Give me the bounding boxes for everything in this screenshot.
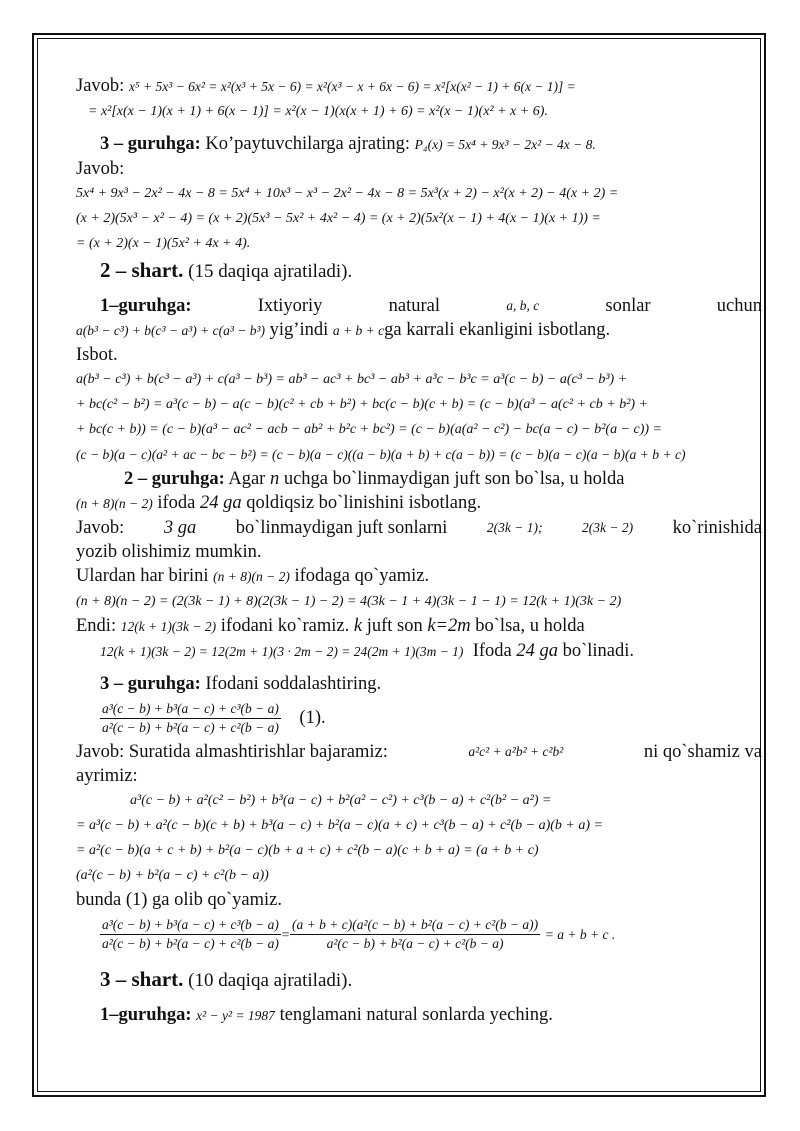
- fraction-line: [76, 912, 762, 957]
- task-line: [76, 672, 762, 696]
- math-line: = a²(c − b)(a + c + b) + b²(a − c)(b + a + c) + c²(b − a)(c + b + a) = (a + b + c): [76, 843, 539, 858]
- answer-label: Javob:: [76, 76, 125, 96]
- emphasis: 3 ga: [163, 518, 197, 538]
- task-line: [76, 132, 762, 157]
- answer-text: Ifoda: [472, 641, 512, 661]
- answer-text: juft son: [366, 616, 423, 636]
- task-text: ga karrali ekanligini isbotlang.: [384, 320, 611, 340]
- answer-line: [76, 564, 762, 589]
- task-line: [76, 467, 762, 491]
- math-expression: a, b, c: [506, 298, 540, 313]
- condition-time: (15 daqiqa ajratiladi).: [188, 261, 353, 282]
- group-heading: 3 – guruhga:: [100, 134, 201, 154]
- task-line: [76, 294, 762, 318]
- equation-tag: (1).: [299, 708, 326, 728]
- answer-text: ifodaga qo`yamiz.: [294, 566, 430, 586]
- answer-text: Ulardan har birini: [76, 566, 209, 586]
- math-expression: (n + 8)(n − 2): [76, 496, 153, 511]
- answer-line: [76, 516, 762, 540]
- variable: k: [353, 616, 363, 636]
- answer-label: Javob:: [76, 518, 125, 538]
- task-text: tenglamani natural sonlarda yeching.: [279, 1005, 553, 1025]
- task-text: Agar: [228, 469, 266, 489]
- proof-line: + bc(c² − b²) = a³(c − b) − a(c − b)(c² + cb + b²) + bc(c − b)(c + b) = (c − b)(a³ − a(c² + cb + b²) +: [76, 397, 649, 412]
- answer-text: ko`rinishida: [672, 518, 762, 538]
- task-text: Ko’paytuvchilarga ajrating:: [205, 134, 411, 154]
- answer-line-1: [76, 74, 762, 99]
- math-line: = a³(c − b) + a²(c − b)(c + b) + b³(a − c) + b²(a − c)(a + c) + c³(b − a) + c²(b − a)(b + a) =: [76, 818, 603, 833]
- condition-heading: [76, 256, 762, 286]
- math-line: = x²[x(x − 1)(x + 1) + 6(x − 1)] = x²(x − 1)(x(x + 1) + 6) = x²(x − 1)(x² + x + 6).: [88, 104, 548, 119]
- answer-line: ayrimiz:: [76, 766, 138, 786]
- fraction-line: [76, 696, 762, 740]
- condition-time: (10 daqiqa ajratiladi).: [188, 970, 353, 991]
- numerator: (a + b + c)(a²(c − b) + b²(a − c) + c²(b − a)): [290, 916, 540, 935]
- math-expression: 12(k + 1)(3k − 2): [120, 619, 217, 634]
- group-heading: 2 – guruhga:: [124, 469, 225, 489]
- group-heading: 1–guruhga:: [100, 1005, 192, 1025]
- task-text: uchga bo`linmaydigan juft son bo`lsa, u holda: [283, 469, 625, 489]
- word: sonlar: [605, 296, 651, 316]
- task-text: qoldiqsiz bo`linishini isbotlang.: [246, 493, 482, 513]
- math-expression: x² − y² = 1987: [196, 1008, 275, 1023]
- denominator: a²(c − b) + b²(a − c) + c²(b − a): [102, 936, 279, 952]
- answer-text: bo`linadi.: [562, 641, 635, 661]
- answer-text: ifodani ko`ramiz.: [220, 616, 350, 636]
- math-line: (n + 8)(n − 2) = (2(3k − 1) + 8)(2(3k − 1) − 2) = 4(3k − 1 + 4)(3k − 1 − 1) = 12(k + 1)(3k − 2): [76, 594, 622, 609]
- answer-text: ni qo`shamiz va: [643, 742, 762, 762]
- math-expression: x⁵ + 5x³ − 6x² = x²(x³ + 5x − 6) = x²(x³ − x + 6x − 6) = x²[x(x² − 1) + 6(x − 1)] =: [128, 79, 576, 94]
- answer-text: Endi:: [76, 616, 117, 636]
- task-text: Ifodani soddalashtiring.: [205, 674, 382, 694]
- task-line: [76, 491, 762, 516]
- group-heading: 1–guruhga:: [100, 296, 192, 316]
- condition-title: 3 – shart.: [100, 967, 184, 991]
- answer-label: Javob:: [76, 159, 125, 179]
- answer-line: [76, 639, 762, 664]
- math-expression: 12(k + 1)(3k − 2) = 12(2m + 1)(3 · 2m − 2) = 24(2m + 1)(3m − 1): [100, 644, 464, 659]
- equals-sign: =: [280, 927, 291, 942]
- math-line: 5x⁴ + 9x³ − 2x² − 4x − 8 = 5x⁴ + 10x³ − x³ − 2x² − 4x − 8 = 5x³(x + 2) − x²(x + 2) − 4(x + 2) =: [76, 186, 619, 201]
- word: uchun: [716, 296, 762, 316]
- task-text: yig’indi: [269, 320, 329, 340]
- fraction: [290, 916, 540, 953]
- answer-line: [76, 740, 762, 764]
- task-line: [76, 1003, 762, 1028]
- answer-text: Javob: Suratida almashtirishlar bajaramiz:: [76, 742, 388, 762]
- proof-line: + bc(c + b)) = (c − b)(a³ − ac² − acb − ab² + b²c + bc²) = (c − b)(a(a² − c²) − bc(a − c) − b²(a − c)) =: [76, 422, 663, 437]
- math-expression: 2(3k − 1);: [486, 520, 543, 535]
- math-line: (x + 2)(5x³ − x² − 4) = (x + 2)(5x³ − 5x² + 4x² − 4) = (x + 2)(5x²(x − 1) + 4(x − 1)(x + 1)) =: [76, 211, 601, 226]
- math-expression: a + b + c: [332, 323, 385, 338]
- math-line: a³(c − b) + a²(c² − b²) + b³(a − c) + b²(a² − c²) + c³(b − a) + c²(b² − a²) =: [130, 793, 552, 808]
- math-line: = (x + 2)(x − 1)(5x² + 4x + 4).: [76, 236, 251, 251]
- answer-text: bo`linmaydigan juft sonlarni: [235, 518, 448, 538]
- answer-line: yozib olishimiz mumkin.: [76, 542, 262, 562]
- variable: n: [269, 469, 280, 489]
- proof-line: (c − b)(a − c)(a² + ac − bc − b²) = (c − b)(a − c)((a − b)(a + b) + c(a − b)) = (c − b)(a − c)(a − b)(a + b + c): [76, 447, 686, 462]
- proof-line: a(b³ − c³) + b(c³ − a³) + c(a³ − b³) = ab³ − ac³ + bc³ − ab³ + a³c − b³c = a³(c − b) − a(c³ − b³) +: [76, 372, 628, 387]
- task-text: ifoda: [157, 493, 196, 513]
- math-expression: P₄(x) = 5x⁴ + 9x³ − 2x² − 4x − 8.: [414, 137, 596, 152]
- answer-text: bo`lsa, u holda: [475, 616, 585, 636]
- word: Ixtiyoriy: [257, 296, 323, 316]
- fraction: [100, 916, 281, 953]
- word: natural: [388, 296, 440, 316]
- proof-label: Isbot.: [76, 345, 118, 365]
- task-line: [76, 318, 762, 343]
- answer-line: bunda (1) ga olib qo`yamiz.: [76, 890, 283, 910]
- math-line: (a²(c − b) + b²(a − c) + c²(b − a)): [76, 868, 269, 883]
- math-expression: a(b³ − c³) + b(c³ − a³) + c(a³ − b³): [76, 323, 266, 338]
- answer-line: [76, 614, 762, 639]
- denominator: a²(c − b) + b²(a − c) + c²(b − a): [326, 936, 504, 952]
- numerator: a³(c − b) + b³(a − c) + c³(b − a): [100, 916, 281, 935]
- math-expression: (n + 8)(n − 2): [213, 569, 290, 584]
- emphasis: 24 ga: [516, 641, 558, 661]
- numerator: a³(c − b) + b³(a − c) + c³(b − a): [100, 700, 281, 719]
- document-body: [76, 74, 762, 1028]
- math-expression: = a + b + c .: [544, 927, 616, 942]
- denominator: a²(c − b) + b²(a − c) + c²(b − a): [102, 720, 279, 736]
- variable: k=2m: [427, 616, 471, 636]
- group-heading: 3 – guruhga:: [100, 674, 201, 694]
- condition-heading: [76, 965, 762, 995]
- condition-title: 2 – shart.: [100, 258, 184, 282]
- math-expression: 2(3k − 2): [581, 520, 634, 535]
- emphasis: 24 ga: [199, 493, 242, 513]
- math-expression: a²c² + a²b² + c²b²: [468, 744, 564, 759]
- fraction: [100, 700, 281, 737]
